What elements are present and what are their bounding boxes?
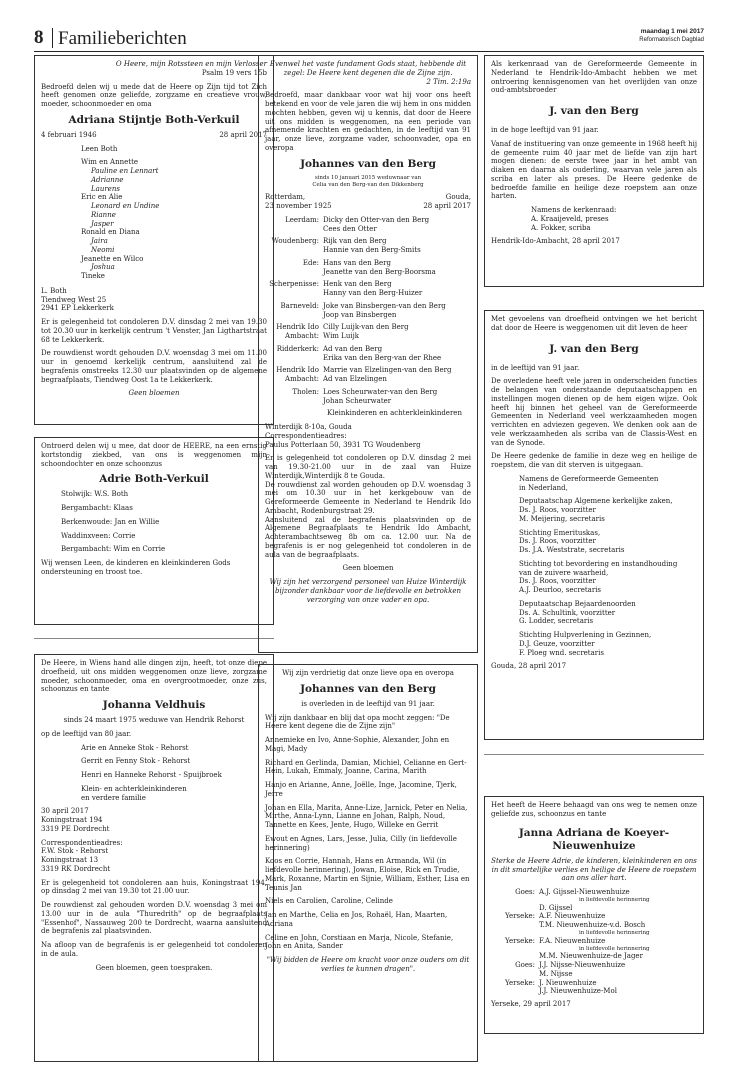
family-line: Bergambacht: Wim en Corrie bbox=[61, 545, 166, 554]
family-place: Woudenberg: bbox=[271, 237, 319, 246]
signature-line: A. Kraaijeveld, preses bbox=[531, 214, 609, 223]
place-born: Rotterdam, bbox=[265, 193, 306, 202]
family-entry bbox=[491, 897, 697, 904]
text: De Heere gedenke de familie in deze weg en heilige de roepstem, die van dit sterven is uitgegaan. bbox=[491, 452, 697, 470]
signatory-line: D.J. Geuze, voorzitter bbox=[519, 639, 595, 648]
family-line: Klein- en achterkleinkinderen bbox=[81, 784, 187, 793]
signature-line: Namens de kerkenraad: bbox=[531, 206, 617, 215]
family-place: Yerseke: bbox=[505, 978, 535, 987]
age: in de hoge leeftijd van 91 jaar. bbox=[491, 126, 599, 135]
family-line: Stolwijk: W.S. Both bbox=[61, 490, 129, 499]
notice-kerkenraad bbox=[484, 55, 704, 287]
intro: Het heeft de Heere behaagd van ons weg te nemen onze geliefde zus, schoonzus en tante bbox=[491, 801, 697, 818]
condolence-info: Er is gelegenheid tot condoleren D.V. dinsdag 2 mei van 19.30 tot 20.30 uur in kerkelijk centrum 't Venster, Jan Ligthartstraat 68 te Lekkerkerk. bbox=[41, 318, 267, 344]
family-group: Richard en Gerlinda, Damian, Michiel, Celianne en Gert-Hein, Lukah, Emmaly, Joanne, Carina, Marith bbox=[265, 758, 467, 776]
family-line: Henri en Hanneke Rehorst - Spuijbroek bbox=[81, 771, 222, 780]
family-entry bbox=[491, 987, 697, 996]
signatory-line: Ds. J. Roos, voorzitter bbox=[519, 506, 596, 515]
notice-opa-johannes-van-den-berg bbox=[258, 664, 478, 1062]
child: Jaira bbox=[91, 237, 108, 246]
age: op de leeftijd van 80 jaar. bbox=[41, 729, 132, 738]
child: Leonard en Undine bbox=[91, 202, 160, 211]
family-line: en verdere familie bbox=[81, 793, 146, 802]
family-name: Hanny van den Berg-Huizer bbox=[323, 289, 423, 298]
family-name: D. Gijssel bbox=[539, 903, 573, 912]
family-place: Tholen: bbox=[292, 387, 319, 396]
deceased-name: Johannes van den Berg bbox=[300, 682, 436, 695]
family-entry bbox=[265, 366, 471, 384]
signatory-line: Ds. J. Roos, voorzitter bbox=[519, 537, 596, 546]
family-place: Goes: bbox=[515, 888, 535, 896]
family-place: Yerseke: bbox=[505, 936, 535, 945]
deceased-name: Johanna Veldhuis bbox=[102, 699, 206, 711]
family-entry bbox=[265, 323, 471, 341]
family-list bbox=[265, 216, 471, 406]
column-separator bbox=[484, 754, 704, 755]
child: Laurens bbox=[91, 184, 120, 193]
deceased-name: J. van den Berg bbox=[549, 342, 639, 355]
section-title: Familieberichten bbox=[58, 28, 187, 49]
family-entry bbox=[265, 216, 471, 234]
intro: Als kerkenraad van de Gereformeerde Gemeente in Nederland te Hendrik-Ido-Ambacht hebben we met ontroering kennisgenomen van het overlijden van onze oud-ambtsbroeder bbox=[491, 60, 697, 95]
page-header bbox=[34, 28, 704, 50]
family-name: M.M. Nieuwenhuize-de Jager bbox=[539, 952, 643, 961]
family-name: Erika van den Berg-van der Rhee bbox=[323, 353, 442, 362]
family-name: in liefdevolle herinnering bbox=[579, 896, 650, 903]
family-place bbox=[491, 904, 539, 913]
family-entry bbox=[265, 302, 471, 320]
family-entry bbox=[491, 904, 697, 913]
family-place bbox=[491, 921, 539, 930]
text: Sterke de Heere Adrie, de kinderen, kleinkinderen en ons in dit smartelijke verlies en heilige de Heere de roepstem aan ons aller hart. bbox=[491, 856, 697, 883]
intro: Ontroerd delen wij u mee, dat door de HEERE, na een ernstig kortstondig ziekbed, van ons is weggenomen mijn schoondochter en onze schoonzus bbox=[41, 442, 267, 468]
signatory-line: Stichting Emerituskas, bbox=[519, 528, 601, 537]
family-entry bbox=[491, 946, 697, 953]
family-place bbox=[491, 952, 539, 961]
address-line: Tiendweg West 25 bbox=[41, 295, 107, 304]
signatory-line: van de zuivere waarheid, bbox=[519, 568, 609, 577]
family-place bbox=[491, 897, 539, 904]
family-group: Ewout en Agnes, Lars, Jesse, Julia, Cilly (in liefdevolle herinnering) bbox=[265, 834, 457, 852]
deceased-name: Johannes van den Berg bbox=[300, 157, 436, 170]
child: Neomi bbox=[91, 245, 115, 254]
child: Jasper bbox=[91, 219, 114, 228]
family-entry bbox=[491, 912, 697, 921]
family-name: A.F. Nieuwenhuize bbox=[539, 912, 606, 921]
deceased-name: Adrie Both-Verkuil bbox=[99, 473, 209, 486]
family-place bbox=[491, 946, 539, 953]
family-name: Johan Scheurwater bbox=[323, 396, 392, 405]
born: 23 november 1925 bbox=[265, 202, 332, 211]
address-line: 2941 EP Lekkerkerk bbox=[41, 304, 114, 313]
signatory-line: Ds. J. Roos, voorzitter bbox=[519, 577, 596, 586]
address-line: Koningstraat 13 bbox=[41, 856, 99, 865]
family-name: Hannie van den Berg-Smits bbox=[323, 246, 421, 255]
family-line: Ronald en Diana bbox=[81, 228, 140, 237]
family-names bbox=[323, 216, 429, 234]
family-group: Celine en John, Corstiaan en Marja, Nicole, Stefanie, John en Anita, Sander bbox=[265, 933, 454, 951]
signature-line: A. Fokker, scriba bbox=[531, 223, 591, 232]
date: 30 april 2017 bbox=[41, 807, 89, 816]
intro: Met gevoelens van droefheid ontvingen we het bericht dat door de Heere is weggenomen uit dit leven de heer bbox=[491, 315, 697, 332]
verse: Evenwel het vaste fundament Gods staat, hebbende dit zegel: De Heere kent degenen die de Zijne zijn. bbox=[269, 60, 467, 77]
family-names bbox=[323, 345, 441, 363]
family-entry bbox=[265, 388, 471, 406]
notice-johannes-van-den-berg bbox=[258, 55, 478, 653]
signatory-line: in Nederland, bbox=[519, 483, 568, 492]
family-line: Berkenwoude: Jan en Willie bbox=[61, 517, 160, 526]
family-entry bbox=[265, 280, 471, 298]
intro: Bedroefd delen wij u mede dat de Heere op Zijn tijd tot Zich heeft genomen onze geliefde, zorgzame en creatieve vrouw, moeder, schoonmoeder en oma bbox=[41, 82, 267, 108]
grandchildren: Kleinkinderen en achterkleinkinderen bbox=[327, 409, 462, 418]
verse-ref: Psalm 19 vers 15b bbox=[201, 68, 267, 77]
family-line: Gerrit en Fenny Stok - Rehorst bbox=[81, 757, 191, 766]
closing: Wij wensen Leen, de kinderen en kleinkinderen Gods ondersteuning en troost toe. bbox=[41, 559, 231, 576]
family-line: Leen Both bbox=[81, 144, 118, 153]
family-name: Ad van Elzelingen bbox=[323, 375, 387, 384]
family-line: Jeanette en Wilco bbox=[81, 254, 144, 263]
deceased-name: Adriana Stijntje Both-Verkuil bbox=[68, 113, 240, 126]
family-entry bbox=[491, 930, 697, 937]
address-line: F.W. Stok - Rehorst bbox=[41, 847, 109, 856]
signatory-line: Stichting tot bevordering en instandhouding bbox=[519, 559, 678, 568]
family-place: Hendrik Ido Ambacht: bbox=[276, 323, 319, 341]
family-group: Niels en Carolien, Caroline, Celinde bbox=[265, 897, 393, 906]
family-place: Scherpenisse: bbox=[269, 280, 319, 289]
after-info: Na afloop van de begrafenis is er gelegenheid tot condoleren in de aula. bbox=[41, 941, 267, 958]
child: Adrianne bbox=[91, 175, 124, 184]
age: in de leeftijd van 91 jaar. bbox=[491, 363, 580, 372]
service-info: De rouwdienst wordt gehouden D.V. woensdag 3 mei om 11.00 uur in genoemd kerkelijk centrum, aansluitend zal de begrafenis omstreeks 12.30 uur plaatsvinden op de algemene begraafplaats, Tiendweg Oost 1a te Lekkerkerk. bbox=[41, 349, 267, 384]
family-entry bbox=[265, 345, 471, 363]
family-list bbox=[491, 888, 697, 996]
family-name: Henk van den Berg bbox=[323, 280, 392, 289]
deceased-name: Janna Adriana de Koeyer-Nieuwenhuize bbox=[518, 826, 670, 852]
age: is overleden in de leeftijd van 91 jaar. bbox=[301, 699, 435, 708]
family-name: Ad van den Berg bbox=[323, 344, 383, 353]
family-group: Koos en Corrie, Hannah, Hans en Armanda, Wil (in liefdevolle herinnering), Jowan, Eloise, Rick en Trudie, Mark, Roxanne, Martin en Sijnie, William, Esther, Lisa en Teunis Jan bbox=[265, 857, 470, 892]
family-name: A.J. Gijssel-Nieuwenhuize bbox=[539, 888, 630, 896]
family-name: in liefdevolle herinnering bbox=[579, 945, 650, 952]
family-name: Wim Luijk bbox=[323, 332, 359, 341]
family-name: Cees den Otter bbox=[323, 224, 377, 233]
family-place bbox=[491, 987, 539, 996]
address-line: Correspondentieadres: bbox=[265, 431, 347, 440]
family-entry bbox=[265, 237, 471, 255]
notice-adriana-both-verkuil bbox=[34, 55, 274, 425]
died: 28 april 2017 bbox=[423, 202, 471, 211]
family-name: T.M. Nieuwenhuize-v.d. Bosch bbox=[539, 921, 646, 930]
family-entry bbox=[265, 259, 471, 277]
column-separator bbox=[34, 638, 274, 639]
family-place: Yerseke: bbox=[505, 912, 535, 921]
burial-info: Aansluitend zal de begrafenis plaatsvinden op de Algemene Begraafplaats te Hendrik Ido Ambacht, Achterambachtseweg 8b om ca. 12.00 uur. Na de begrafenis is er nog gelegenheid tot condoleren in de aula van de begraafplaats. bbox=[265, 515, 471, 559]
family-name: F.A. Nieuwenhuize bbox=[539, 936, 606, 945]
closing: Geen bloemen bbox=[342, 564, 394, 573]
place-date: Hendrik-Ido-Ambacht, 28 april 2017 bbox=[491, 237, 620, 246]
family-group: Jan en Marthe, Celia en Jos, Rohaël, Han, Maarten, Adriana bbox=[265, 911, 448, 928]
signatory-line: M. Meijering, secretaris bbox=[519, 514, 605, 523]
service-info: De rouwdienst zal worden gehouden op D.V. woensdag 3 mei om 10.30 uur in het kerkgebouw van de Gereformeerde Gemeente in Nederland te Hendrik Ido Ambacht, Rodenburgstraat 29. bbox=[265, 480, 471, 515]
signatory-line: G. Lodder, secretaris bbox=[519, 617, 594, 626]
dates bbox=[41, 131, 267, 140]
family-names bbox=[323, 366, 452, 384]
widower-of: sinds 10 januari 2015 weduwnaar van bbox=[314, 174, 422, 181]
family-name: J. Nieuwenhuize bbox=[539, 978, 597, 987]
address-line: Koningstraat 194 bbox=[41, 816, 103, 825]
family-entry bbox=[491, 952, 697, 961]
family-list bbox=[41, 490, 267, 554]
address-line: L. Both bbox=[41, 286, 67, 295]
family-list bbox=[41, 145, 267, 281]
family-name: Rijk van den Berg bbox=[323, 237, 387, 246]
family-name: J.J. Nieuwenhuize-Mol bbox=[539, 987, 617, 996]
family-name: Loes Scheurwater-van den Berg bbox=[323, 387, 438, 396]
family-entry bbox=[491, 979, 697, 988]
child: Pauline en Lennart bbox=[91, 167, 159, 176]
address-line: Winterdijk 8-10a, Gouda bbox=[265, 423, 352, 432]
family-name: J.J. Nijsse-Nieuwenhuize bbox=[539, 961, 626, 970]
signatory-group bbox=[519, 600, 697, 626]
header-rule bbox=[34, 51, 704, 52]
family-place: Goes: bbox=[515, 961, 535, 970]
born: 4 februari 1946 bbox=[41, 130, 97, 139]
text: De overledene heeft vele jaren in onderscheiden functies de belangen van onderstaande deputaatschappen en instellingen mogen dienen op de hem eigen wijze. Ook heeft hij binnen het geheel van de Gereformeerde Gemeenten in Nederland veel werkzaamheden mogen verrichten en adviezen gegeven. We denken ook aan de vele werkzaamheden als scriba van de Classis-West en van de Synode. bbox=[491, 377, 697, 447]
dates bbox=[265, 202, 471, 211]
closing: Geen bloemen bbox=[128, 389, 180, 398]
signatory-line: Deputaatschap Algemene kerkelijke zaken, bbox=[519, 497, 673, 506]
family-entry bbox=[491, 961, 697, 970]
family-line: Wim en Annette bbox=[81, 158, 139, 167]
thanks: Wij zijn het verzorgend personeel van Huize Winterdijk bijzonder dankbaar voor de liefdevolle en betrokken verzorging van onze vader en opa. bbox=[269, 578, 467, 604]
family-entry bbox=[491, 888, 697, 897]
signatory-line: A.J. Deurloo, secretaris bbox=[519, 586, 602, 595]
deceased-name: J. van den Berg bbox=[549, 105, 639, 117]
family-name: Marrie van Elzelingen-van den Berg bbox=[323, 366, 452, 375]
address-line: Paulus Potterlaan 50, 3931 TG Woudenberg bbox=[265, 440, 421, 449]
signatory-line: Namens de Gereformeerde Gemeenten bbox=[519, 474, 659, 483]
family-name: Joop van Binsbergen bbox=[323, 310, 397, 319]
family-name: Cilly Luijk-van den Berg bbox=[323, 323, 409, 332]
family-entry bbox=[491, 921, 697, 930]
widower-of-name: Celia van den Berg-van den Dikkenberg bbox=[312, 181, 424, 188]
family-names bbox=[323, 323, 409, 341]
family-group: Johan en Ella, Marita, Anne-Lize, Jarnick, Peter en Nelia, Mirthe, Anna-Lynn, Lianne en Johan, Ralph, Noud, Tannette en Kees, Jente, Hugo, Willeke en Gerrit bbox=[265, 803, 468, 830]
family-name: Jeanette van den Berg-Boorsma bbox=[323, 267, 436, 276]
family-place: Hendrik Ido Ambacht: bbox=[276, 366, 319, 384]
signatories bbox=[491, 475, 697, 658]
text: Vanaf de instituering van onze gemeente in 1968 heeft hij de gemeente ruim 40 jaar met de liefde van zijn hart mogen dienen: de eerste twee jaar in het ambt van diaken en daarna als ouderling, waarvan vele jaren als scriba en later als preses. De Heere gedenke de bedroefde familie en heilige deze roepstem aan onze harten. bbox=[491, 139, 697, 201]
signatory-line: Ds. J.A. Weststrate, secretaris bbox=[519, 546, 625, 555]
family-line: Waddinxveen: Corrie bbox=[61, 531, 136, 540]
closing: Geen bloemen, geen toespraken. bbox=[95, 963, 213, 972]
page-number: 8 bbox=[34, 27, 44, 48]
family-list bbox=[41, 744, 267, 803]
signatory-group bbox=[519, 475, 697, 493]
family-name: Hans van den Berg bbox=[323, 258, 391, 267]
address-line: Correspondentieadres: bbox=[41, 838, 123, 847]
family-place: Barneveld: bbox=[280, 301, 319, 310]
text: Wij zijn dankbaar en blij dat opa mocht zeggen: "De Heere kent degene die de Zijne zijn" bbox=[265, 713, 450, 731]
notice-johanna-veldhuis bbox=[34, 654, 274, 1062]
place-date: Yerseke, 29 april 2017 bbox=[491, 1000, 571, 1009]
signatory-line: Ds. A. Schultink, voorzitter bbox=[519, 608, 616, 617]
quote: "Wij bidden de Heere om kracht voor onze ouders om dit verlies te kunnen dragen". bbox=[266, 956, 470, 973]
signatory-line: F. Ploeg wnd. secretaris bbox=[519, 648, 604, 657]
family-entry bbox=[491, 970, 697, 979]
family-place bbox=[491, 970, 539, 979]
family-entry bbox=[491, 937, 697, 946]
signatory-line: Deputaatschap Bejaardenoorden bbox=[519, 599, 636, 608]
signatory-group bbox=[519, 631, 697, 657]
family-names bbox=[323, 302, 446, 320]
family-names bbox=[323, 259, 436, 277]
notice-janna-de-koeyer bbox=[484, 796, 704, 1034]
family-place: Leerdam: bbox=[285, 215, 319, 224]
places bbox=[265, 193, 471, 202]
family-names bbox=[323, 237, 421, 255]
place-date: Gouda, 28 april 2017 bbox=[491, 662, 567, 671]
address-line: 3319 RK Dordrecht bbox=[41, 864, 111, 873]
died: 28 april 2017 bbox=[219, 130, 267, 139]
signatory-group bbox=[519, 560, 697, 595]
widow-of: sinds 24 maart 1975 weduwe van Hendrik Rehorst bbox=[63, 716, 245, 725]
address-line: 3319 PE Dordrecht bbox=[41, 824, 110, 833]
family-name: in liefdevolle herinnering bbox=[579, 929, 650, 936]
notice-gereformeerde-gemeenten bbox=[484, 310, 704, 740]
notice-adrie-both-verkuil bbox=[34, 437, 274, 625]
signatory-group bbox=[519, 497, 697, 523]
intro: De Heere, in Wiens hand alle dingen zijn, heeft, tot onze diepe droefheid, uit ons midden weggenomen onze lieve, zorgzame moeder, schoonmoeder, oma en overgrootmoeder, onze zus, schoonzus en tante bbox=[41, 659, 267, 694]
intro: Bedroefd, maar dankbaar voor wat hij voor ons heeft betekend en voor de vele jaren die wij hem in ons midden mochten hebben, geven wij u kennis, dat door de Heere uit ons midden is weggenomen, na een periode van afnemende krachten en gedachten, in de leeftijd van 91 jaar, onze lieve, zorgzame vader, schoonvader, opa en overopa bbox=[265, 91, 471, 152]
verse: O Heere, mijn Rotssteen en mijn Verlosser bbox=[115, 60, 267, 68]
header-divider bbox=[52, 28, 53, 48]
family-place: Ridderkerk: bbox=[276, 344, 319, 353]
paper-name: Reformatorisch Dagblad bbox=[639, 37, 704, 43]
signatory-group bbox=[519, 529, 697, 555]
condolence-info: Er is gelegenheid tot condoleren aan huis, Koningstraat 194, op dinsdag 2 mei van 19.30 tot 21.00 uur. bbox=[41, 878, 267, 896]
family-name: Dicky den Otter-van den Berg bbox=[323, 215, 430, 224]
place-died: Gouda, bbox=[445, 193, 471, 202]
issue-date: maandag 1 mei 2017 bbox=[640, 28, 704, 35]
child: Joshua bbox=[91, 263, 115, 272]
family-line: Arie en Anneke Stok - Rehorst bbox=[81, 743, 189, 752]
family-names bbox=[323, 388, 437, 406]
family-names bbox=[323, 280, 422, 298]
family-place bbox=[491, 930, 539, 937]
family-group: Hanjo en Arianne, Anne, Joëlle, Inge, Jacomine, Tjerk, Jerre bbox=[265, 781, 457, 798]
family-line: Bergambacht: Klaas bbox=[61, 504, 133, 513]
family-group: Annemieke en Ivo, Anne-Sophie, Alexander, John en Magi, Mady bbox=[265, 736, 450, 753]
family-name: Joke van Binsbergen-van den Berg bbox=[323, 301, 446, 310]
condolence-info: Er is gelegenheid tot condoleren op D.V. dinsdag 2 mei van 19.30-21.00 uur in de zaal van Huize Winterdijk,Winterdijk 8 te Gouda. bbox=[265, 454, 471, 480]
intro: Wij zijn verdrietig dat onze lieve opa en overopa bbox=[282, 669, 454, 677]
family-line: Eric en Alie bbox=[81, 193, 123, 202]
family-line: Tineke bbox=[81, 272, 105, 281]
service-info: De rouwdienst zal gehouden worden D.V. woensdag 3 mei om 13.00 uur in de aula "Thuredrith" op de begraafplaats "Essenhof", Nassauweg 200 te Dordrecht, waarna aansluitend de begrafenis zal plaatsvinden. bbox=[41, 901, 267, 936]
signatory-line: Stichting Hulpverlening in Gezinnen, bbox=[519, 631, 652, 640]
family-name: M. Nijsse bbox=[539, 969, 573, 978]
verse-ref: 2 Tim. 2:19a bbox=[426, 77, 471, 86]
family-place: Ede: bbox=[302, 258, 319, 267]
child: Rianne bbox=[91, 210, 116, 219]
